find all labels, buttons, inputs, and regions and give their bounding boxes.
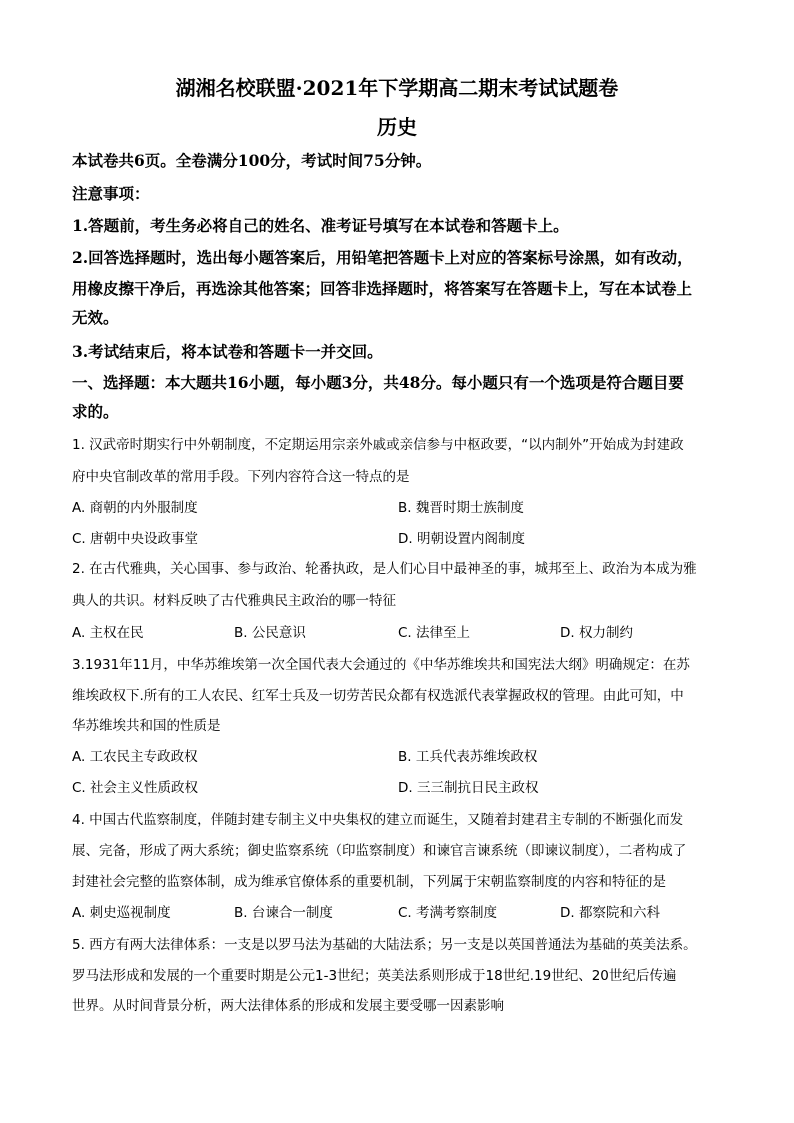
question-2-stem-line-1: 2. 在古代雅典，关心国事、参与政治、轮番执政，是人们心目中最神圣的事，城邦至上、政治为本成为雅 xyxy=(72,561,697,577)
notice-item-3: 3.考试结束后，将本试卷和答题卡一并交回。 xyxy=(72,342,383,361)
exam-title: 湖湘名校联盟·2021年下学期高二期末考试试题卷 xyxy=(175,76,619,100)
question-3-option-b: B. 工兵代表苏维埃政权 xyxy=(398,749,538,765)
question-3-option-a: A. 工农民主专政政权 xyxy=(72,749,198,765)
section-heading-line-1: 一、选择题：本大题共16小题，每小题3分，共48分。每小题只有一个选项是符合题目要 xyxy=(72,373,684,392)
question-2-option-a: A. 主权在民 xyxy=(72,625,144,641)
question-4-stem-line-3: 封建社会完整的监察体制，成为维承官僚体系的重要机制，下列属于宋朝监察制度的内容和特征的是 xyxy=(72,874,666,890)
notice-item-2-line-1: 2.回答选择题时，选出每小题答案后，用铅笔把答题卡上对应的答案标号涂黑，如有改动， xyxy=(72,248,693,267)
question-1-option-b: B. 魏晋时期士族制度 xyxy=(398,500,524,516)
question-3-option-d: D. 三三制抗日民主政权 xyxy=(398,780,539,796)
question-2-option-c: C. 法律至上 xyxy=(398,625,471,641)
question-4-option-b: B. 台谏合一制度 xyxy=(234,905,333,921)
question-1-option-c: C. 唐朝中央设政事堂 xyxy=(72,531,199,547)
notice-item-2-line-3: 无效。 xyxy=(72,308,119,327)
exam-intro: 本试卷共6页。全卷满分100分，考试时间75分钟。 xyxy=(72,151,432,170)
question-5-stem-line-3: 世界。从时间背景分析，两大法律体系的形成和发展主要受哪一因素影响 xyxy=(72,998,504,1014)
question-1-stem-line-1: 1. 汉武帝时期实行中外朝制度，不定期运用宗亲外戚或亲信参与中枢政要，“以内制外”开始成为封建政 xyxy=(72,437,684,453)
question-3-stem-line-2: 维埃政权下.所有的工人农民、红军士兵及一切劳苦民众都有权选派代表掌握政权的管理。由此可知，中 xyxy=(72,688,684,704)
question-3-option-c: C. 社会主义性质政权 xyxy=(72,780,199,796)
section-heading-line-2: 求的。 xyxy=(72,402,119,421)
subject-title: 历史 xyxy=(377,115,417,139)
question-3-stem-line-1: 3.1931年11月，中华苏维埃第一次全国代表大会通过的《中华苏维埃共和国宪法大纲》明确规定：在苏 xyxy=(72,657,690,673)
question-1-stem-line-2: 府中央官制改革的常用手段。下列内容符合这一特点的是 xyxy=(72,469,410,485)
question-1-option-d: D. 明朝设置内阁制度 xyxy=(398,531,525,547)
question-2-option-d: D. 权力制约 xyxy=(560,625,633,641)
notice-item-1: 1.答题前，考生务必将自己的姓名、准考证号填写在本试卷和答题卡上。 xyxy=(72,216,569,235)
question-4-option-d: D. 都察院和六科 xyxy=(560,905,660,921)
question-5-stem-line-1: 5. 西方有两大法律体系：一支是以罗马法为基础的大陆法系；另一支是以英国普通法为基础的英美法系。 xyxy=(72,937,697,953)
notice-item-2-line-2: 用橡皮擦干净后，再选涂其他答案；回答非选择题时，将答案写在答题卡上，写在本试卷上 xyxy=(72,279,693,298)
question-1-option-a: A. 商朝的内外服制度 xyxy=(72,500,198,516)
question-2-option-b: B. 公民意识 xyxy=(234,625,306,641)
question-4-option-a: A. 刺史巡视制度 xyxy=(72,905,171,921)
question-3-stem-line-3: 华苏维埃共和国的性质是 xyxy=(72,718,221,734)
question-5-stem-line-2: 罗马法形成和发展的一个重要时期是公元1-3世纪；英美法系则形成于18世纪.19世纪、20世纪后传遍 xyxy=(72,968,677,984)
question-2-stem-line-2: 典人的共识。材料反映了古代雅典民主政治的哪一特征 xyxy=(72,593,396,609)
question-4-stem-line-2: 展、完备，形成了两大系统；御史监察系统（印监察制度）和谏官言谏系统（即谏议制度），二者构成了 xyxy=(72,843,687,859)
question-4-option-c: C. 考满考察制度 xyxy=(398,905,498,921)
notice-label: 注意事项： xyxy=(72,184,150,203)
question-4-stem-line-1: 4. 中国古代监察制度，伴随封建专制主义中央集权的建立而诞生，又随着封建君主专制的不断强化而发 xyxy=(72,812,684,828)
